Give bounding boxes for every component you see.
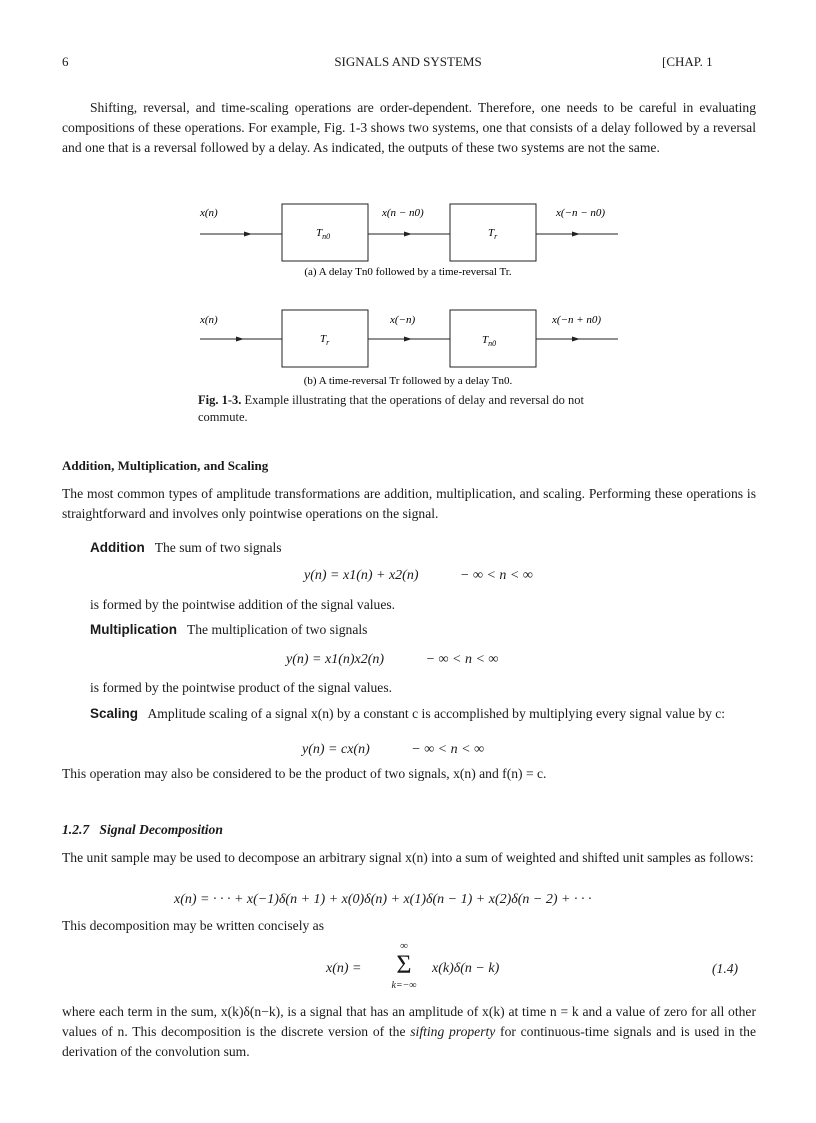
scaling-term: Scaling (90, 706, 139, 721)
running-title: SIGNALS AND SYSTEMS (334, 54, 482, 69)
figure-a-input-label: x(n) (200, 207, 218, 219)
chapter-label: [CHAP. 1 (662, 54, 713, 69)
multiplication-term: Multiplication (90, 622, 177, 637)
section-heading-amt: Addition, Multiplication, and Scaling (62, 458, 269, 473)
addition-line (90, 540, 282, 556)
figure-b-arrow-2 (404, 337, 412, 342)
concise-text: This decomposition may be written concisely as (62, 918, 324, 933)
multiplication-text: The multiplication of two signals (186, 622, 368, 637)
figure-b-middle-label: x(−n) (390, 314, 416, 326)
decomp-closing (62, 1002, 756, 1062)
sifting-property-term: sifting property (410, 1024, 496, 1039)
figure-a-output-label: x(−n − n0) (556, 207, 606, 219)
closing-part-a: where each term in the sum, x(k)δ(n−k), is a signal that has an amplitude of x(k) at time n = k and a value of zero for all other values of n. This decomposition is the discrete version of the (62, 1004, 756, 1039)
addition-equation (304, 568, 533, 584)
figure-b-diagram (0, 305, 816, 405)
figure-caption-label: Fig. 1-3. (198, 393, 242, 407)
scaling-equation (302, 742, 484, 758)
decomp-intro: The unit sample may be used to decompose an arbitrary signal x(n) into a sum of weighted and shifted unit samples as follows: (62, 850, 754, 865)
figure-a-caption: (a) A delay Tn0 followed by a time-reversal Tr. (304, 266, 512, 278)
figure-a-diagram (0, 196, 816, 296)
figure-a-middle-label: x(n − n0) (382, 207, 424, 219)
page-number: 6 (62, 54, 69, 69)
addition-eq-range: − ∞ < n < ∞ (460, 568, 533, 583)
multiplication-equation (286, 652, 498, 668)
figure-b-output-label: x(−n + n0) (552, 314, 602, 326)
figure-b-block2-label: $T_{n0}$ (482, 334, 497, 348)
figure-a-arrow-3 (572, 232, 580, 237)
intro-paragraph: Shifting, reversal, and time-scaling operations are order-dependent. Therefore, one needs to be careful in evaluating compositions of these operations. For example, Fig. 1-3 shows two systems, one that consists of a delay followed by a reversal and one that is a reversal followed by a delay. As indicated, the outputs of these two systems are not the same. (62, 100, 756, 155)
closing-part-b: for continuous-time signals and is used in the derivation of the convolution sum. (62, 1024, 756, 1059)
scaling-eq-expr: y(n) = cx(n) (302, 742, 370, 757)
figure-a-arrow-1 (244, 232, 252, 237)
section-number: 1.2.7 (62, 822, 90, 837)
sum-term: x(k)δ(n − k) (432, 961, 500, 976)
section-title: Signal Decomposition (99, 822, 223, 837)
sum-upper-limit: ∞ (400, 940, 408, 952)
sum-symbol: Σ (396, 950, 412, 979)
addition-text: The sum of two signals (154, 540, 282, 555)
figure-b-arrow-1 (236, 337, 244, 342)
scaling-paragraph (90, 704, 756, 724)
figure-b-arrow-3 (572, 337, 580, 342)
figure-a-block2-label: $T_r$ (488, 227, 498, 241)
figure-b-block1-label: $T_r$ (320, 333, 330, 347)
figure-a-block1-label: $T_{n0}$ (316, 227, 331, 241)
scaling-eq-range: − ∞ < n < ∞ (411, 742, 485, 757)
sum-lhs: x(n) = (326, 961, 362, 976)
addition-eq-expr: y(n) = x1(n) + x2(n) (304, 568, 419, 583)
scaling-after: This operation may also be considered to be the product of two signals, x(n) and f(n) = c. (62, 766, 547, 781)
amt-intro: The most common types of amplitude transformations are addition, multiplication, and scaling. Performing these operations is straightforward and involves only pointwise operations on the signal. (62, 486, 756, 521)
multiplication-after: is formed by the pointwise product of the signal values. (90, 680, 393, 695)
figure-b-caption: (b) A time-reversal Tr followed by a delay Tn0. (303, 375, 513, 387)
multiplication-line (90, 622, 367, 638)
figure-caption (198, 392, 628, 426)
multiplication-eq-range: − ∞ < n < ∞ (425, 652, 499, 667)
equation-number: (1.4) (712, 961, 739, 976)
figure-caption-text: Example illustrating that the operations of delay and reversal do not commute. (198, 393, 585, 424)
multiplication-eq-expr: y(n) = x1(n)x2(n) (286, 652, 385, 667)
section-heading-decomp (62, 822, 223, 838)
scaling-text: Amplitude scaling of a signal x(n) by a constant c is accomplished by multiplying every signal value by c: (147, 706, 726, 721)
addition-term: Addition (90, 540, 145, 555)
expansion-equation: x(n) = · · · + x(−1)δ(n + 1) + x(0)δ(n) + x(1)δ(n − 1) + x(2)δ(n − 2) + · · · (174, 892, 592, 907)
figure-a-arrow-2 (404, 232, 412, 237)
sum-lower-limit: k=−∞ (391, 980, 417, 991)
figure-b-input-label: x(n) (200, 314, 218, 326)
addition-after: is formed by the pointwise addition of the signal values. (90, 597, 396, 612)
